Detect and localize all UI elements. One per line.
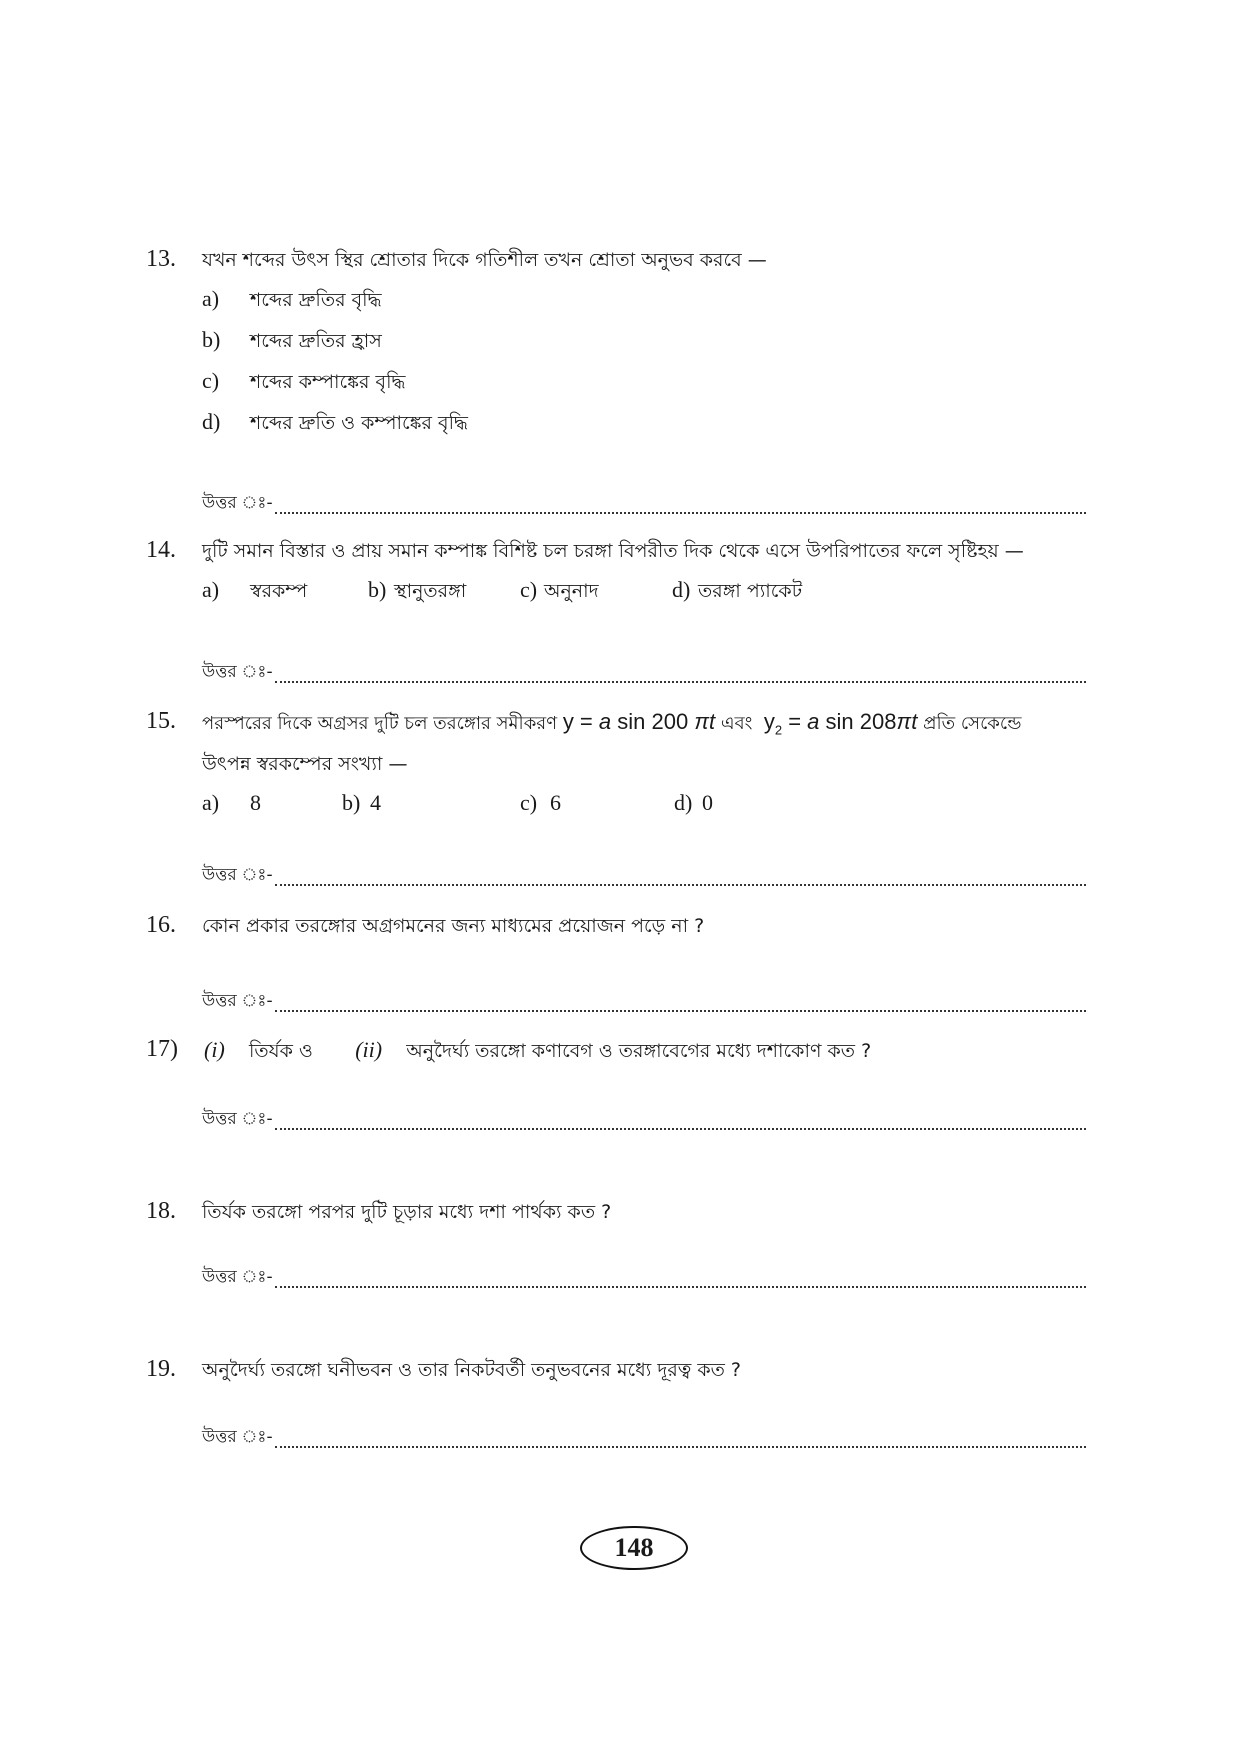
answer-dots <box>275 1009 1086 1012</box>
answer-line[interactable] <box>202 864 1086 890</box>
option-b-text: 4 <box>370 790 381 815</box>
answer-dots <box>275 883 1086 886</box>
answer-dots <box>275 680 1086 683</box>
equation-2 <box>763 709 918 738</box>
option-b-text: স্থানুতরঙ্গা <box>394 580 467 602</box>
question-15 <box>146 708 1086 885</box>
answer-dots <box>275 1285 1086 1288</box>
option-c-text: 6 <box>550 790 561 815</box>
option-a-label: a) <box>202 790 220 815</box>
option-c <box>202 368 405 400</box>
answer-line[interactable] <box>202 661 1086 687</box>
answer-label: উত্তর ঃ- <box>202 1267 273 1287</box>
question-16 <box>146 912 1086 1011</box>
question-number: 18. <box>146 1198 176 1224</box>
option-d-label: d) <box>674 790 693 815</box>
answer-dots <box>275 1127 1086 1130</box>
option-d-text: 0 <box>702 790 713 815</box>
options-row <box>202 577 1082 607</box>
answer-label: উত্তর ঃ- <box>202 865 273 885</box>
part-i-label: (i) <box>204 1037 225 1062</box>
question-text: অনুদৈর্ঘ্য তরঙ্গো ঘনীভবন ও তার নিকটবর্তী তনুভবনের মধ্যে দূরত্ব কত ? <box>202 1359 742 1381</box>
option-c-label: c) <box>520 577 538 602</box>
question-14 <box>146 537 1086 682</box>
options-row <box>202 790 1082 820</box>
question-text-b: এবং <box>720 713 753 734</box>
option-d-label: d) <box>672 577 691 602</box>
answer-label: উত্তর ঃ- <box>202 493 273 513</box>
option-c-label: c) <box>520 790 538 815</box>
option-a-text: স্বরকম্প <box>250 580 308 602</box>
question-number: 13. <box>146 246 176 272</box>
option-d-text: তরঙ্গা প্যাকেট <box>698 580 803 602</box>
option-a-text: 8 <box>250 790 261 815</box>
question-text: দুটি সমান বিস্তার ও প্রায় সমান কম্পাঙ্ক বিশিষ্ট চল চরঙ্গা বিপরীত দিক থেকে এসে উপরিপাতের ফলে সৃষ্টিহয় — <box>202 540 1024 562</box>
question-13 <box>146 246 1086 513</box>
option-a <box>202 286 382 318</box>
option-label: a) <box>202 286 220 311</box>
answer-line[interactable] <box>202 1266 1086 1292</box>
answer-label: উত্তর ঃ- <box>202 662 273 682</box>
question-text-c: প্রতি সেকেন্ডে <box>923 713 1022 734</box>
option-b-label: b) <box>368 577 387 602</box>
question-19 <box>146 1356 1086 1447</box>
question-text: কোন প্রকার তরঙ্গোর অগ্রগমনের জন্য মাধ্যমের প্রয়োজন পড়ে না ? <box>202 915 705 937</box>
equation-1: y = a sin 200 πt <box>562 709 716 734</box>
option-text: শব্দের কম্পাঙ্কের বৃদ্ধি <box>250 371 406 393</box>
equation-2-subscript: 2 <box>774 722 783 738</box>
option-d <box>202 409 468 441</box>
question-text <box>204 1036 1086 1065</box>
part-ii-text: অনুদৈর্ঘ্য তরঙ্গো কণাবেগ ও তরঙ্গাবেগের মধ্যে দশাকোণ কত ? <box>406 1040 872 1062</box>
question-18 <box>146 1198 1086 1287</box>
question-text-a: পরস্পরের দিকে অগ্রসর দুটি চল তরঙ্গোর সমীকরণ <box>202 713 558 734</box>
answer-line[interactable] <box>202 1426 1086 1452</box>
question-number: 19. <box>146 1356 176 1382</box>
option-text: শব্দের দ্রুতির হ্রাস <box>250 330 382 352</box>
question-number: 14. <box>146 537 176 563</box>
option-label: b) <box>202 327 221 352</box>
equation-2-y: y <box>763 709 775 734</box>
question-number: 17) <box>146 1036 178 1062</box>
question-number: 15. <box>146 708 176 734</box>
answer-dots <box>275 511 1086 514</box>
option-label: c) <box>202 368 220 393</box>
question-text <box>202 708 1086 744</box>
question-number: 16. <box>146 912 176 938</box>
question-text-line-2: উৎপন্ন স্বরকম্পের সংখ্যা — <box>202 753 408 776</box>
option-a-label: a) <box>202 577 220 602</box>
part-ii-label: (ii) <box>355 1037 383 1062</box>
answer-label: উত্তর ঃ- <box>202 1109 273 1129</box>
option-label: d) <box>202 409 221 434</box>
answer-line[interactable] <box>202 492 1086 518</box>
answer-dots <box>275 1445 1086 1448</box>
option-text: শব্দের দ্রুতি ও কম্পাঙ্কের বৃদ্ধি <box>250 412 468 434</box>
answer-label: উত্তর ঃ- <box>202 1427 273 1447</box>
option-text: শব্দের দ্রুতির বৃদ্ধি <box>250 289 382 311</box>
answer-line[interactable] <box>202 1108 1086 1134</box>
question-17 <box>146 1036 1086 1129</box>
option-c-text: অনুনাদ <box>544 580 599 602</box>
equation-2-rest: = a sin 208πt <box>788 709 918 734</box>
option-b-label: b) <box>342 790 361 815</box>
question-text: যখন শব্দের উৎস স্থির শ্রোতার দিকে গতিশীল তখন শ্রোতা অনুভব করবে — <box>202 249 767 271</box>
question-text: তির্যক তরঙ্গো পরপর দুটি চূড়ার মধ্যে দশা পার্থক্য কত ? <box>202 1201 612 1223</box>
answer-label: উত্তর ঃ- <box>202 991 273 1011</box>
page-number: 148 <box>580 1526 688 1570</box>
answer-line[interactable] <box>202 990 1086 1016</box>
part-i-text: তির্যক ও <box>248 1040 313 1062</box>
option-b <box>202 327 382 359</box>
